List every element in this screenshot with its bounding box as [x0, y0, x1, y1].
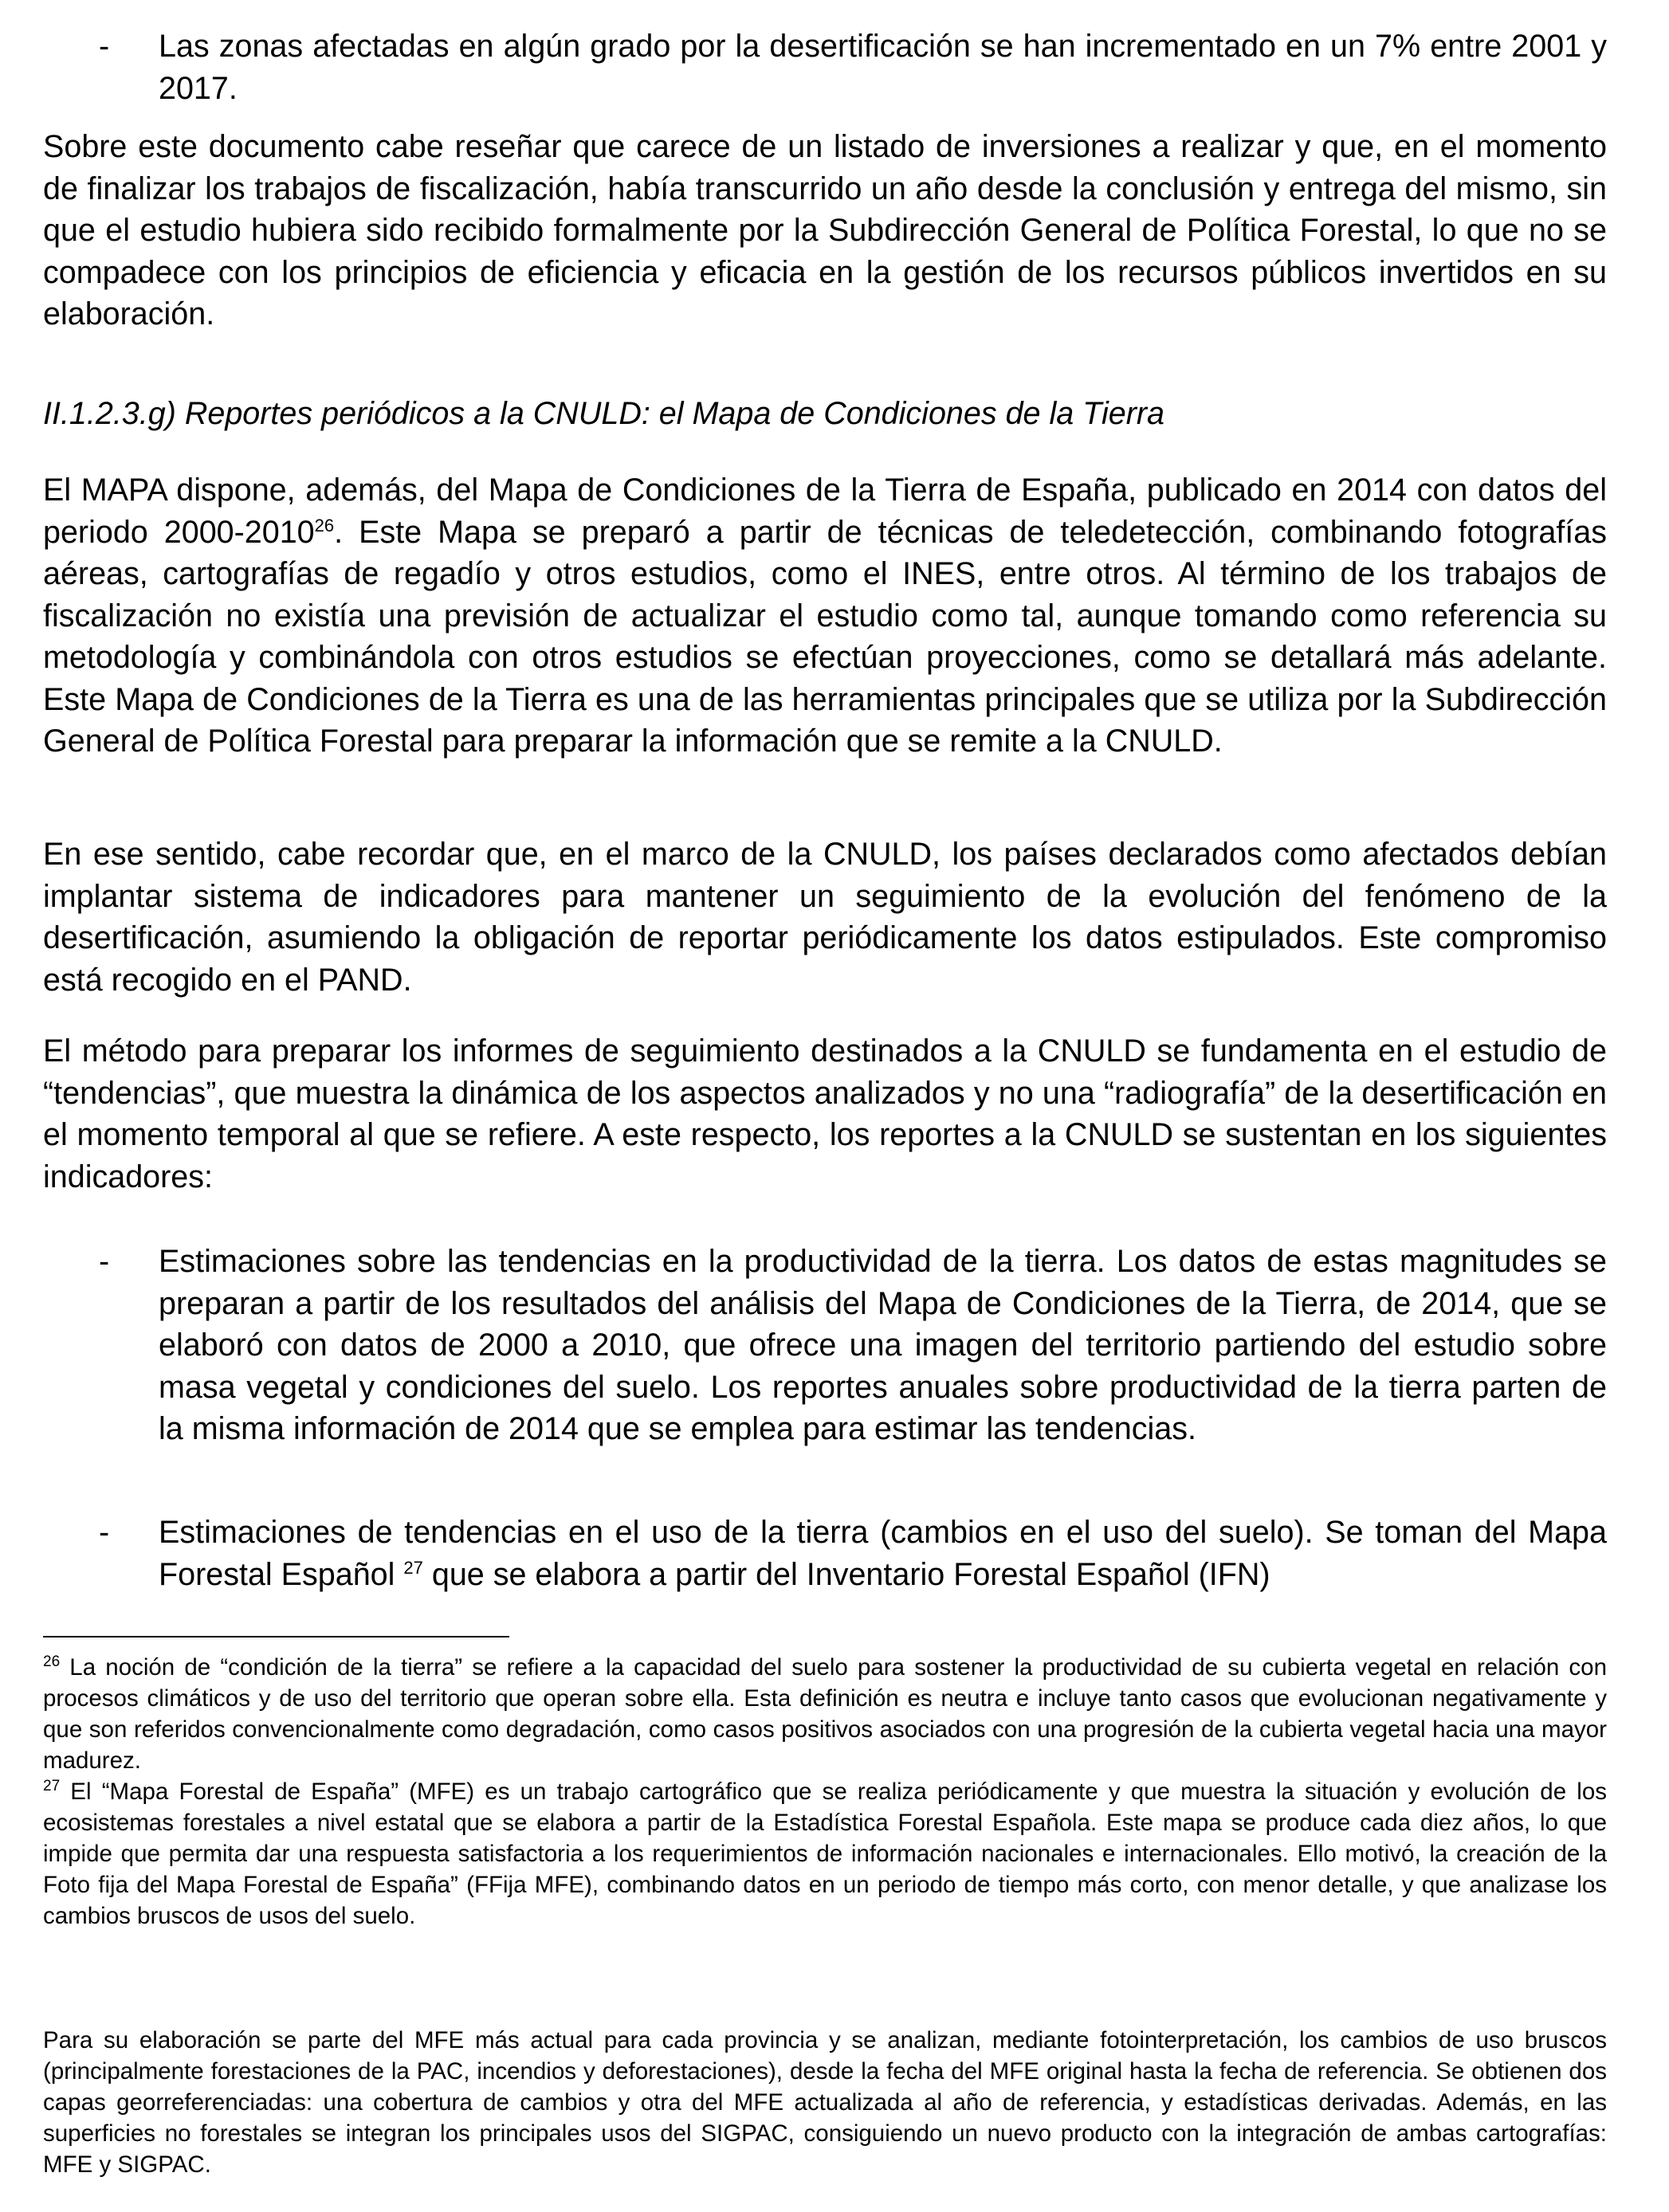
- paragraph-document-remark: Sobre este documento cabe reseñar que carece de un listado de inversiones a realizar y que, en el momento de finalizar los trabajos de fiscalización, había transcurrido un año desde la conclusión y entrega del mismo, sin que el estudio hubiera sido recibido formalmente por la Subdirección General de Política Forestal, lo que no se compadece con los principios de eficiencia y eficacia en la gestión de los recursos públicos invertidos en su elaboración.: [43, 129, 1607, 331]
- bullet-dash: -: [99, 29, 110, 64]
- footnote-27-continuation: Para su elaboración se parte del MFE más actual para cada provincia y se analizan, mediante fotointerpretación, los cambios de uso bruscos (principalmente forestaciones de la PAC, incendios y deforestaciones), desde la fecha del MFE original hasta la fecha de referencia. Se obtienen dos capas georreferenciadas: una cobertura de cambios y otra del MFE actualizada al año de referencia, y estadísticas derivadas. Además, en las superficies no forestales se integran los principales usos del SIGPAC, consiguiendo un nuevo producto con la integración de ambas cartografías: MFE y SIGPAC.: [43, 2027, 1607, 2178]
- paragraph-text-end: . Este Mapa se preparó a partir de técnicas de teledetección, combinando fotografías aéreas, cartografías de regadío y otros estudios, como el INES, entre otros. Al término de los trabajos de fiscalización no existía una previsión de actualizar el estudio como tal, aunque tomando como referencia su metodología y combinándola con otros estudios se efectúan proyecciones, como se detallará más adelante. Este Mapa de Condiciones de la Tierra es una de las herramientas principales que se utiliza por la Subdirección General de Política Forestal para preparar la información que se remite a la CNULD.: [43, 514, 1607, 759]
- bullet-text: Estimaciones sobre las tendencias en la productividad de la tierra. Los datos de estas magnitudes se preparan a partir de los resultados del análisis del Mapa de Condiciones de la Tierra, de 2014, que se elaboró con datos de 2000 a 2010, que ofrece una imagen del territorio partiendo del estudio sobre masa vegetal y condiciones del suelo. Los reportes anuales sobre productividad de la tierra parten de la misma información de 2014 que se emplea para estimar las tendencias.: [159, 1244, 1607, 1446]
- footnote-text: El “Mapa Forestal de España” (MFE) es un trabajo cartográfico que se realiza periódicamente y que muestra la situación y evolución de los ecosistemas forestales a nivel estatal que se elabora a partir de la Estadística Forestal Española. Este mapa se produce cada diez años, lo que impide que permita dar una respuesta satisfactoria a los requerimientos de información nacionales e internacionales. Ello motivó, la creación de la Foto fija del Mapa Forestal de España” (FFija MFE), combinando datos en un periodo de tiempo más corto, con menor detalle, y que analizase los cambios bruscos de usos del suelo.: [43, 1779, 1607, 1929]
- footnote-27: [43, 1776, 1607, 1932]
- footnote-26: [43, 1652, 1607, 1776]
- footnote-text: La noción de “condición de la tierra” se refiere a la capacidad del suelo para sostener la productividad de su cubierta vegetal en relación con procesos climáticos y de uso del territorio que operan sobre ella. Esta definición es neutra e incluye tanto casos que evolucionan negativamente y que son referidos convencionalmente como degradación, como casos positivos asociados con una progresión de la cubierta vegetal hacia una mayor madurez.: [43, 1654, 1607, 1774]
- footnote-ref-26[interactable]: 26: [314, 515, 335, 535]
- paragraph-text-start: El MAPA dispone, además, del Mapa de Condiciones de la Tierra de España, publicado en 2014 con datos del periodo 2000-2010: [43, 473, 1607, 550]
- bullet-text: Las zonas afectadas en algún grado por la desertificación se han incrementado en un 7% entre 2001 y 2017.: [159, 29, 1607, 106]
- bullet-dash: -: [99, 1515, 110, 1550]
- footnote-separator: [43, 1636, 509, 1637]
- footnote-ref-27[interactable]: 27: [403, 1557, 423, 1578]
- paragraph-cnuld-commitment: En ese sentido, cabe recordar que, en el marco de la CNULD, los países declarados como afectados debían implantar sistema de indicadores para mantener un seguimiento de la evolución del fenómeno de la desertificación, asumiendo la obligación de reportar periódicamente los datos estipulados. Este compromiso está recogido en el PAND.: [43, 837, 1607, 998]
- paragraph-land-conditions-map: [43, 469, 1607, 763]
- bullet-dash: -: [99, 1244, 110, 1279]
- section-heading: II.1.2.3.g) Reportes periódicos a la CNULD: el Mapa de Condiciones de la Tierra: [43, 396, 1164, 431]
- bullet-text-end: que se elabora a partir del Inventario Forestal Español (IFN): [422, 1556, 1270, 1592]
- footnote-number: 27: [43, 1778, 61, 1795]
- footnote-number: 26: [43, 1653, 61, 1671]
- paragraph-reporting-method: El método para preparar los informes de seguimiento destinados a la CNULD se fundamenta en el estudio de “tendencias”, que muestra la dinámica de los aspectos analizados y no una “radiografía” de la desertificación en el momento temporal al que se refiere. A este respecto, los reportes a la CNULD se sustentan en los siguientes indicadores:: [43, 1033, 1607, 1194]
- bullet-text-start: Estimaciones de tendencias en el uso de la tierra (cambios en el uso del suelo). Se toman del Mapa Forestal Español: [159, 1515, 1607, 1592]
- bullet-text: [159, 1512, 1607, 1595]
